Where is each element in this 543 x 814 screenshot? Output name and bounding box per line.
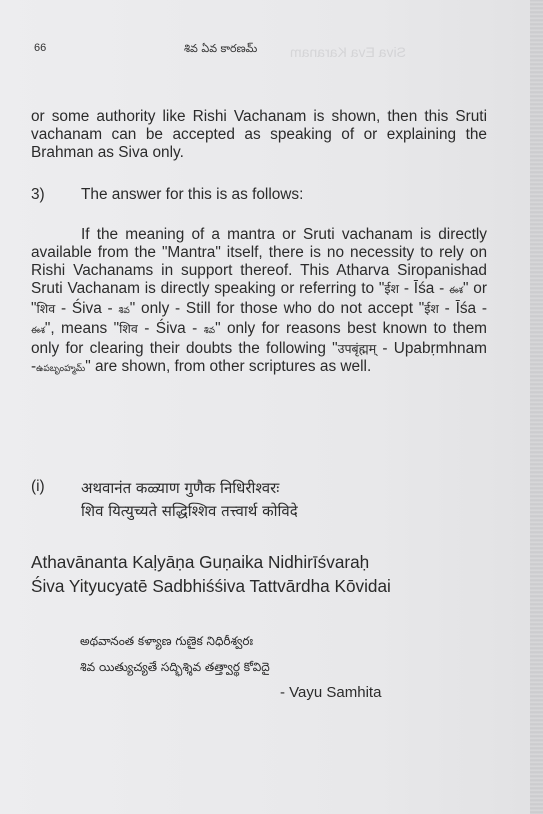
telugu-term: శివ xyxy=(203,326,216,336)
sanskrit-term: उपबृंह्मम् xyxy=(337,341,377,356)
telugu-term: ఈశ xyxy=(449,286,464,296)
sanskrit-term: ईश xyxy=(424,301,439,316)
show-through-text: Siva Eva Karanam xyxy=(290,44,406,60)
sanskrit-term: शिव xyxy=(119,321,138,336)
text-run: " only for reasons best known to them only for clearing their doubts the following " xyxy=(31,320,488,357)
running-title: శివ ఏవ కారణమ్ xyxy=(184,42,258,55)
telugu-term: శివ xyxy=(118,306,130,316)
page-edge xyxy=(530,0,543,814)
telugu-term: ఈశ xyxy=(31,326,45,336)
text-run: " or " xyxy=(31,280,487,317)
roman-term: - Upabṛmhnam - xyxy=(31,340,487,375)
telugu-line-1: అథవానంత కళ్యాణ గుణైక నిధిరీశ్వరః xyxy=(80,634,254,648)
verse-line-1: अथवानंत कळ्याण गुणैक निधिरीश्वरः xyxy=(81,479,280,497)
roman-term: - Śiva - xyxy=(55,300,119,317)
source-citation: - Vayu Samhita xyxy=(280,684,382,701)
verse-line-2: शिव यित्युच्यते सद्धिश्शिव तत्त्वार्थ कोविदे xyxy=(81,502,298,520)
item-number: 3) xyxy=(31,186,45,203)
roman-term: - Īśa - xyxy=(399,280,450,297)
sanskrit-term: शिव xyxy=(36,301,56,316)
item-text: The answer for this is as follows: xyxy=(81,186,304,203)
page-header xyxy=(34,42,494,62)
telugu-term: ఉపబృంహ్మమ్ xyxy=(36,364,86,374)
telugu-line-2: శివ యిత్యుచ్యతే సద్భిశ్శివ తత్త్వార్థ కోవిదై xyxy=(80,660,270,674)
transliteration-line-2: Śiva Yityucyatē Sadbhiśśiva Tattvārdha Kōvidai xyxy=(31,576,391,596)
text-run: " only - Still for those who do not accept " xyxy=(129,300,425,317)
paragraph-continuation: or some authority like Rishi Vachanam is shown, then this Sruti vachanam can be accepted as speaking of or explaining the Brahman as Siva only. xyxy=(31,108,487,161)
answer-paragraph xyxy=(31,226,487,378)
verse-number: (i) xyxy=(31,478,45,495)
transliteration-line-1: Athavānanta Kaḷyāṇa Guṇaika Nidhirīśvaraḥ xyxy=(31,552,370,572)
text-run: " are shown, from other scriptures as well. xyxy=(85,358,372,375)
roman-term: - Īśa - xyxy=(438,300,487,317)
page-number: 66 xyxy=(34,42,47,54)
text-run: If the meaning of a mantra or Sruti vachanam is directly available from the "Mantra" itself, there is no necessity to rely on Rishi Vachanams in support thereof. This Atharva Siropanishad Sruti Vachanam is directly speaking or referring to " xyxy=(31,226,487,297)
roman-term: - Śiva - xyxy=(137,320,204,337)
text-run: ", means " xyxy=(44,320,120,337)
sanskrit-term: ईश xyxy=(384,281,400,296)
